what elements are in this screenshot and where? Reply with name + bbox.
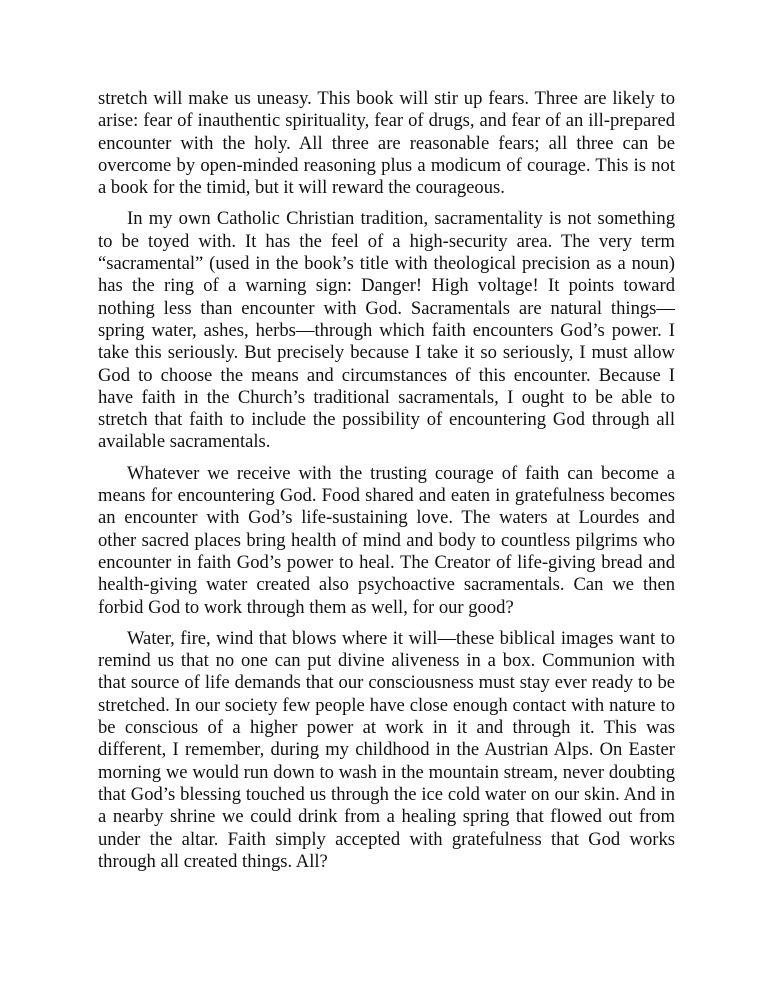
paragraph: stretch will make us uneasy. This book will stir up fears. Three are likely to arise: fear of inauthentic spirituality, fear of drugs, and fear of an ill-prepared encounter with the holy. All three are reasonable fears; all three can be overcome by open-minded reasoning plus a modicum of courage. This is not a book for the timid, but it will reward the courageous. — [98, 88, 675, 199]
paragraph: Whatever we receive with the trusting courage of faith can become a means for encountering God. Food shared and eaten in gratefulness becomes an encounter with God’s life-sustaining love. The waters at Lourdes and other sacred places bring health of mind and body to countless pilgrims who encounter in faith God’s power to heal. The Creator of life-giving bread and health-giving water created also psychoactive sacramentals. Can we then forbid God to work through them as well, for our good? — [98, 462, 675, 618]
paragraph: In my own Catholic Christian tradition, sacramentality is not something to be toyed with. It has the feel of a high-security area. The very term “sacramental” (used in the book’s title with theological precision as a noun) has the ring of a warning sign: Danger! High voltage! It points toward nothing less than encounter with God. Sacramentals are natural things—spring water, ashes, herbs—through which faith encounters God’s power. I take this seriously. But precisely because I take it so seriously, I must allow God to choose the means and circumstances of this encounter. Because I have faith in the Church’s traditional sacramentals, I ought to be able to stretch that faith to include the possibility of encountering God through all available sacramentals. — [98, 208, 675, 453]
paragraph: Water, fire, wind that blows where it will—these biblical images want to remind us that no one can put divine aliveness in a box. Communion with that source of life demands that our consciousness must stay ever ready to be stretched. In our society few people have close enough contact with nature to be conscious of a higher power at work in it and through it. This was different, I remember, during my childhood in the Austrian Alps. On Easter morning we would run down to wash in the mountain stream, never doubting that God’s blessing touched us through the ice cold water on our skin. And in a nearby shrine we could drink from a healing spring that flowed out from under the altar. Faith simply accepted with gratefulness that God works through all created things. All? — [98, 627, 675, 872]
page-body — [98, 88, 675, 882]
